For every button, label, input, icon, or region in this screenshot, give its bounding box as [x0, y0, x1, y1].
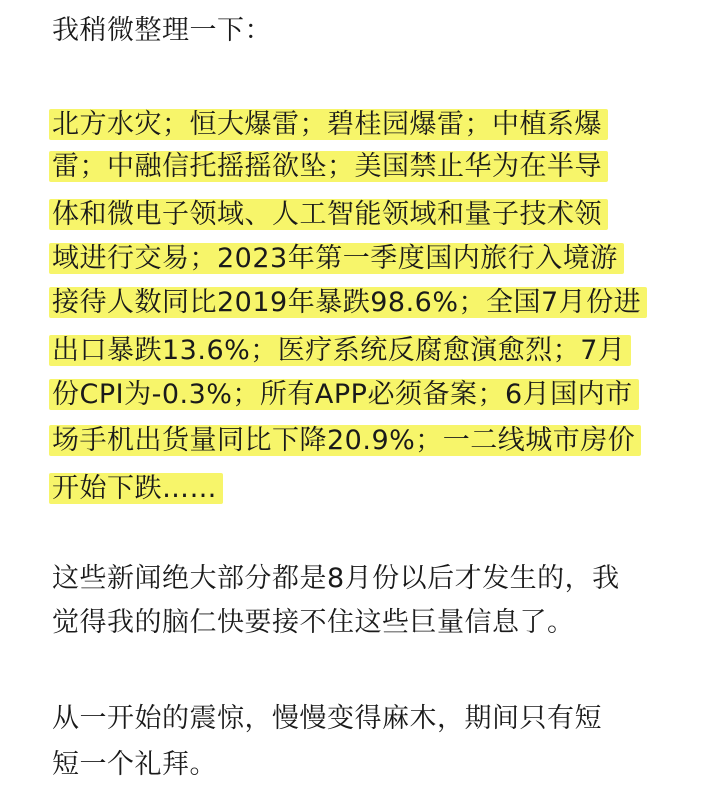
highlighted-line: [52, 422, 641, 460]
highlight-text: 体和微电子领域、人工智能领域和量子技术领: [49, 199, 608, 230]
highlighted-line: [52, 240, 624, 278]
highlight-text: 开始下跌……: [49, 473, 223, 504]
highlighted-line: [52, 148, 608, 186]
highlight-text: 出口暴跌13.6%；医疗系统反腐愈演愈烈；7月: [49, 335, 631, 366]
paragraph-line: 这些新闻绝大部分都是8月份以后才发生的，我: [52, 563, 620, 594]
paragraph-line: 从一开始的震惊，慢慢变得麻木，期间只有短: [52, 703, 602, 734]
highlight-text: 域进行交易；2023年第一季度国内旅行入境游: [49, 243, 624, 274]
highlight-text: 份CPI为-0.3%；所有APP必须备案；6月国内市: [49, 379, 639, 410]
highlight-text: 接待人数同比2019年暴跌98.6%；全国7月份进: [49, 287, 647, 318]
highlight-text: 北方水灾；恒大爆雷；碧桂园爆雷；中植系爆: [49, 109, 608, 140]
highlighted-line: [52, 106, 608, 144]
highlighted-line: [52, 470, 223, 508]
highlight-text: 场手机出货量同比下降20.9%；一二线城市房价: [49, 425, 641, 456]
highlight-text: 雷；中融信托摇摇欲坠；美国禁止华为在半导: [49, 151, 608, 182]
highlighted-line: [52, 196, 608, 234]
intro-text: 我稍微整理一下：: [52, 15, 272, 46]
highlighted-line: [52, 284, 647, 322]
paragraph-line: 觉得我的脑仁快要接不住这些巨量信息了。: [52, 607, 575, 638]
highlighted-line: [52, 332, 631, 370]
paragraph-line: 短一个礼拜。: [52, 749, 217, 780]
highlighted-line: [52, 376, 639, 414]
